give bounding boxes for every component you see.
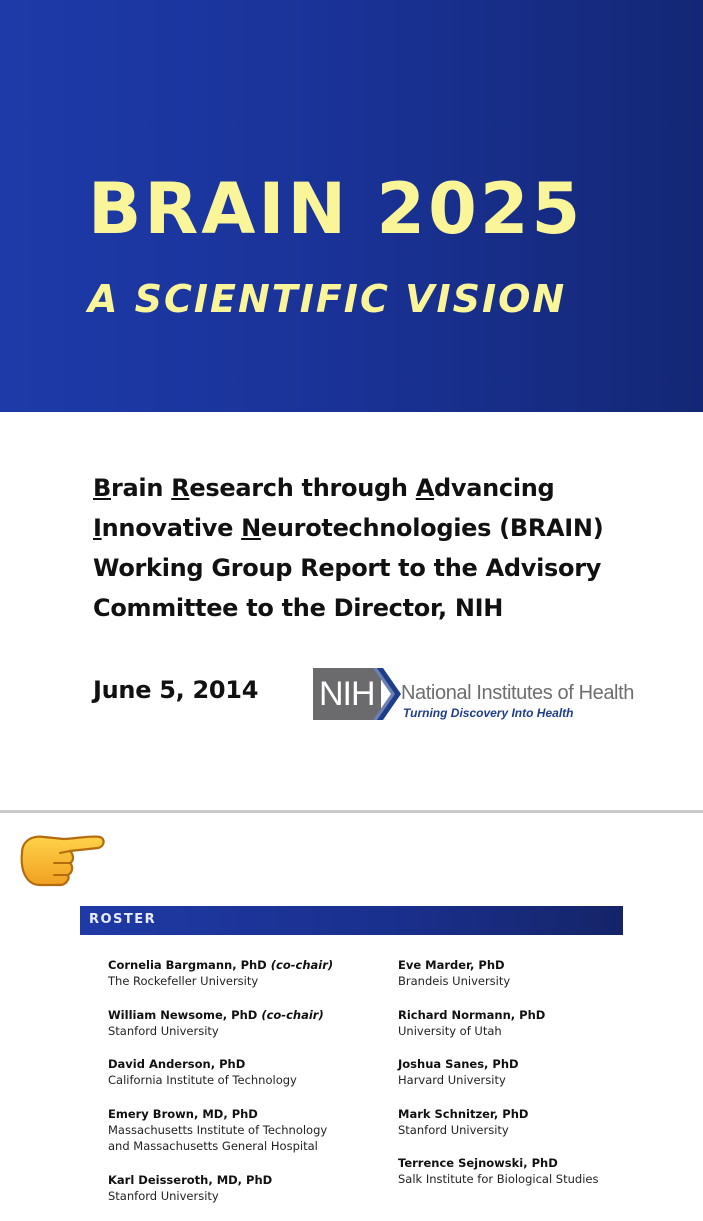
member-institution: Stanford University xyxy=(108,1023,219,1038)
roster-member xyxy=(108,1172,378,1205)
member-institution: University of Utah xyxy=(398,1023,502,1038)
report-date: June 5, 2014 xyxy=(93,676,259,704)
report-title xyxy=(93,468,653,628)
member-name xyxy=(398,957,668,973)
report-title-part: rain xyxy=(111,474,172,502)
roster-column-left xyxy=(108,957,378,1221)
roster-header-bar xyxy=(80,906,623,935)
member-role: (co-chair) xyxy=(270,958,334,972)
nih-chevron-icon xyxy=(373,668,403,720)
roster-member xyxy=(108,1106,378,1155)
member-name-text: Richard Normann, PhD xyxy=(398,1007,546,1022)
roster-member xyxy=(108,957,378,990)
report-title-part: I xyxy=(93,514,102,542)
roster-member xyxy=(108,1007,378,1040)
roster-column-right xyxy=(398,957,668,1205)
report-title-part: B xyxy=(93,474,111,502)
backhand-index-pointing-right-icon xyxy=(14,823,106,893)
cover-subtitle: A SCIENTIFIC VISION xyxy=(88,277,567,321)
member-name xyxy=(398,1007,668,1023)
cover-title: BRAIN 2025 xyxy=(88,168,584,250)
member-name xyxy=(108,1007,378,1023)
member-name-text: Emery Brown, MD, PhD xyxy=(108,1106,258,1121)
member-role: (co-chair) xyxy=(261,1007,324,1022)
member-name xyxy=(398,1056,668,1072)
member-name xyxy=(108,1056,378,1072)
member-name xyxy=(108,957,378,973)
member-name-text: Cornelia Bargmann, PhD xyxy=(108,958,267,972)
member-name xyxy=(108,1172,378,1188)
roster-member xyxy=(398,1155,668,1188)
member-name xyxy=(398,1106,668,1122)
nih-tagline: Turning Discovery Into Health xyxy=(403,706,574,720)
member-institution: The Rockefeller University xyxy=(108,974,259,988)
member-institution: Salk Institute for Biological Studies xyxy=(398,1172,599,1186)
roster-member xyxy=(398,1106,668,1139)
report-title-part: nnovative xyxy=(101,514,242,542)
member-institution: Brandeis University xyxy=(398,974,511,988)
page-divider xyxy=(0,810,703,813)
report-title-part: N xyxy=(241,514,261,542)
nih-logo xyxy=(313,668,653,724)
member-name xyxy=(398,1155,668,1171)
report-title-part: esearch through xyxy=(189,474,416,502)
report-title-part: R xyxy=(171,474,190,502)
member-institution: Harvard University xyxy=(398,1073,506,1087)
nih-name: National Institutes of Health xyxy=(401,682,634,704)
member-name xyxy=(108,1106,378,1122)
member-institution: California Institute of Technology xyxy=(108,1073,297,1087)
roster-member xyxy=(398,1007,668,1040)
member-name-text: David Anderson, PhD xyxy=(108,1057,246,1071)
member-institution: Massachusetts Institute of Technology and Massachusetts General Hospital xyxy=(108,1122,328,1153)
report-title-part: A xyxy=(415,474,435,502)
roster-member xyxy=(108,1056,378,1089)
member-name-text: Terrence Sejnowski, PhD xyxy=(398,1156,558,1170)
member-name-text: Mark Schnitzer, PhD xyxy=(398,1106,529,1121)
member-institution: Stanford University xyxy=(108,1188,219,1203)
nih-abbrev-box: NIH xyxy=(313,668,381,720)
member-name-text: Eve Marder, PhD xyxy=(398,958,505,972)
roster-member xyxy=(398,957,668,990)
member-institution: Stanford University xyxy=(398,1122,509,1137)
member-name-text: William Newsome, PhD xyxy=(108,1007,258,1022)
member-name-text: Karl Deisseroth, MD, PhD xyxy=(108,1172,273,1187)
roster-member xyxy=(398,1056,668,1089)
roster-heading: ROSTER xyxy=(89,912,157,927)
cover-banner xyxy=(0,0,703,412)
report-title-part: dvancing xyxy=(434,474,555,502)
report-title-part: eurotechnologies (BRAIN) Working Group Report to the Advisory Committee to the Director, NIH xyxy=(93,514,604,622)
member-name-text: Joshua Sanes, PhD xyxy=(398,1057,519,1071)
